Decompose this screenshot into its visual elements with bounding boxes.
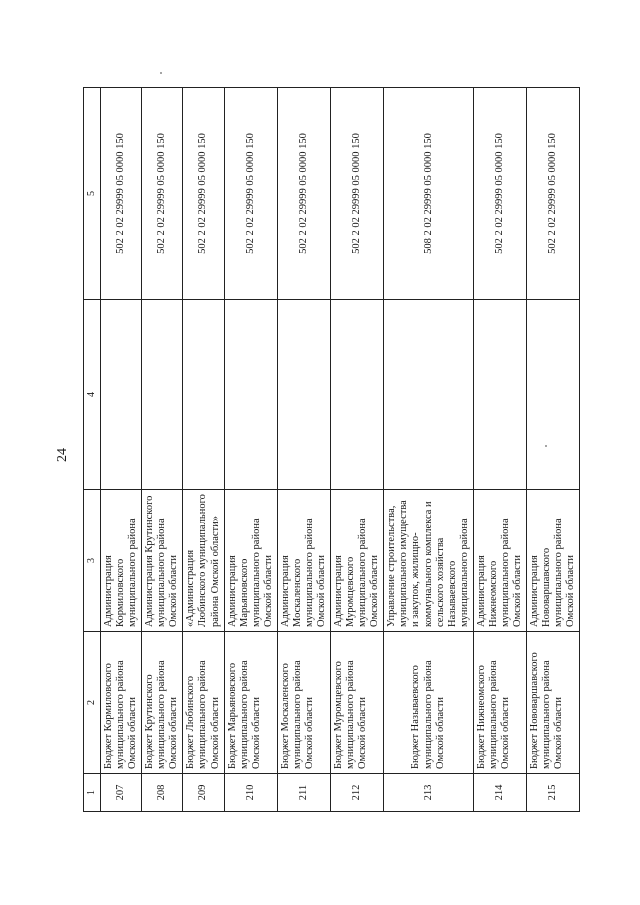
column-4-cell	[384, 300, 473, 490]
row-number: 207	[101, 774, 142, 812]
column-4-cell	[473, 300, 526, 490]
administrator-name: Администрация Москаленского муниципального района Омской области	[277, 490, 330, 632]
row-number: 213	[384, 774, 473, 812]
budget-name: Бюджет Муромцевского муниципального района Омской области	[331, 632, 384, 774]
table-row	[183, 88, 224, 812]
administrator-name: Администрация Нововаршавского муниципального района Омской области	[527, 490, 580, 632]
table-row	[384, 88, 473, 812]
budget-name: Бюджет Крутинского муниципального района Омской области	[142, 632, 183, 774]
table-row	[473, 88, 526, 812]
budget-name: Бюджет Москаленского муниципального района Омской области	[277, 632, 330, 774]
column-4-cell	[101, 300, 142, 490]
table-row	[101, 88, 142, 812]
administrator-name: Администрация Муромцевского муниципального района Омской области	[331, 490, 384, 632]
column-4-cell	[224, 300, 277, 490]
budget-table	[83, 87, 580, 812]
col-header-3: 3	[84, 490, 101, 632]
speck-mark	[160, 72, 162, 74]
rotated-table-area	[83, 88, 577, 812]
row-number: 214	[473, 774, 526, 812]
budget-code: 508 2 02 29999 05 0000 150	[384, 88, 473, 300]
table-row	[142, 88, 183, 812]
budget-code: 502 2 02 29999 05 0000 150	[183, 88, 224, 300]
budget-code: 502 2 02 29999 05 0000 150	[527, 88, 580, 300]
page-number: 24	[55, 448, 70, 462]
table-row	[277, 88, 330, 812]
header-row	[84, 88, 101, 812]
budget-name: Бюджет Называевского муниципального района Омской области	[384, 632, 473, 774]
col-header-2: 2	[84, 632, 101, 774]
column-4-cell	[277, 300, 330, 490]
row-number: 210	[224, 774, 277, 812]
column-4-cell	[183, 300, 224, 490]
budget-code: 502 2 02 29999 05 0000 150	[277, 88, 330, 300]
administrator-name: Администрация Нижнеомского муниципального района Омской области	[473, 490, 526, 632]
administrator-name: Администрация Крутинского муниципального района Омской области	[142, 490, 183, 632]
column-4-cell	[527, 300, 580, 490]
budget-code: 502 2 02 29999 05 0000 150	[224, 88, 277, 300]
column-4-cell	[142, 300, 183, 490]
table-row	[331, 88, 384, 812]
col-header-4: 4	[84, 300, 101, 490]
budget-code: 502 2 02 29999 05 0000 150	[142, 88, 183, 300]
budget-name: Бюджет Любинского муниципального района Омской области	[183, 632, 224, 774]
budget-code: 502 2 02 29999 05 0000 150	[473, 88, 526, 300]
administrator-name: «Администрация Любинского муниципального района Омской области»	[183, 490, 224, 632]
row-number: 209	[183, 774, 224, 812]
row-number: 211	[277, 774, 330, 812]
row-number: 215	[527, 774, 580, 812]
table-row	[527, 88, 580, 812]
administrator-name: Управление строительства, муниципального имущества и закупок, жилищно-коммунального комплекса и сельского хозяйства Называевского муниципального района	[384, 490, 473, 632]
budget-code: 502 2 02 29999 05 0000 150	[101, 88, 142, 300]
table-row	[224, 88, 277, 812]
col-header-5: 5	[84, 88, 101, 300]
budget-name: Бюджет Нижнеомского муниципального района Омской области	[473, 632, 526, 774]
administrator-name: Администрация Кормиловского муниципального района	[101, 490, 142, 632]
column-4-cell	[331, 300, 384, 490]
administrator-name: Администрация Марьяновского муниципального района Омской области	[224, 490, 277, 632]
budget-code: 502 2 02 29999 05 0000 150	[331, 88, 384, 300]
row-number: 208	[142, 774, 183, 812]
row-number: 212	[331, 774, 384, 812]
col-header-1: 1	[84, 774, 101, 812]
budget-name: Бюджет Нововаршавского муниципального района Омской области	[527, 632, 580, 774]
budget-name: Бюджет Марьяновского муниципального района Омской области	[224, 632, 277, 774]
budget-name: Бюджет Кормиловского муниципального района Омской области	[101, 632, 142, 774]
